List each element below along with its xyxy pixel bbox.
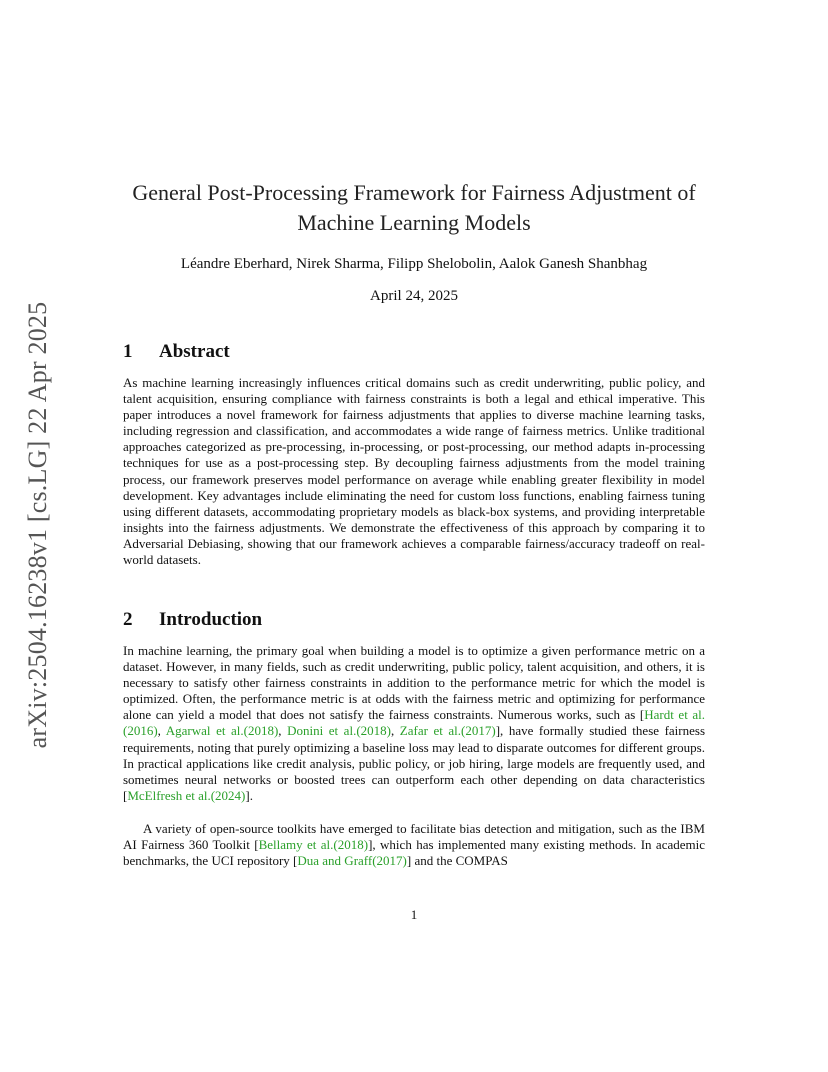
- citation-link[interactable]: Agarwal et al.(2018): [165, 723, 279, 739]
- paragraph-text: ], which has implemented many existing methods. In academic benchmarks, the UCI repository [: [123, 837, 705, 869]
- citation-separator: ,: [157, 723, 166, 739]
- section-title: Introduction: [159, 609, 263, 630]
- section-title: Abstract: [159, 341, 230, 362]
- introduction-paragraph-1: [123, 643, 705, 804]
- paragraph-text: In machine learning, the primary goal when building a model is to optimize a given performance metric on a dataset. However, in many fields, such as credit underwriting, public policy, talent acquisition, and others, it is necessary to satisfy other fairness constraints in addition to the performance metric for which the model is optimized. Often, the performance metric is at odds with the fairness metric and optimizing for performance alone can yield a model that does not satisfy the fairness constraints. Numerous works, such as [: [123, 643, 705, 723]
- paper-title: General Post-Processing Framework for Fairness Adjustment of Machine Learning Models: [132, 180, 696, 235]
- paper-authors: Léandre Eberhard, Nirek Sharma, Filipp Shelobolin, Aalok Ganesh Shanbhag: [180, 256, 648, 272]
- citation-link[interactable]: Dua and Graff(2017): [297, 853, 407, 869]
- citation-link[interactable]: Zafar et al.(2017): [399, 723, 496, 739]
- paragraph-text: ], have formally studied these fairness requirements, noting that purely optimizing a baseline loss may lead to disparate outcomes for different groups. In practical applications like credit analysis, public policy, or job hiring, large models are frequently used, and sometimes neural networks or boosted trees can outperform each other depending on data characteristics [: [123, 723, 705, 803]
- citation-link[interactable]: Donini et al.(2018): [287, 723, 391, 739]
- introduction-paragraph-2: [123, 821, 705, 869]
- page-number: 1: [410, 907, 418, 922]
- section-number: 1: [123, 341, 133, 362]
- arxiv-identifier: arXiv:2504.16238v1 [cs.LG] 22 Apr 2025: [23, 301, 52, 749]
- abstract-heading: [123, 340, 705, 364]
- paper-date: April 24, 2025: [370, 288, 458, 304]
- citation-link[interactable]: Bellamy et al.(2018): [258, 837, 369, 853]
- section-number: 2: [123, 609, 133, 630]
- introduction-heading: [123, 608, 705, 632]
- paragraph-text: ].: [245, 787, 253, 803]
- citation-separator: ,: [390, 723, 400, 739]
- paragraph-text: ] and the COMPAS: [406, 853, 508, 869]
- arxiv-sidebar: [16, 290, 60, 760]
- citation-separator: ,: [278, 723, 288, 739]
- citation-link[interactable]: Hardt et al.(2016): [123, 707, 705, 739]
- citation-link[interactable]: McElfresh et al.(2024): [127, 787, 246, 803]
- abstract-text: As machine learning increasingly influences critical domains such as credit underwriting, public policy, and talent acquisition, ensuring compliance with fairness constraints is both a legal and ethical imperative. This paper introduces a novel framework for fairness adjustments that applies to diverse machine learning tasks, including regression and classification, and accommodates a wide range of fairness metrics. Unlike traditional approaches categorized as pre-processing, in-processing, or post-processing, our method adapts in-processing techniques for use as a post-processing step. By decoupling fairness adjustments from the model training process, our framework preserves model performance on average while enabling greater flexibility in model development. Key advantages include eliminating the need for custom loss functions, enabling fairness tuning using different datasets, accommodating proprietary models as black-box systems, and providing interpretable insights into the fairness adjustments. We demonstrate the effectiveness of this approach by comparing it to Adversarial Debiasing, showing that our framework achieves a comparable fairness/accuracy tradeoff on real-world datasets.: [123, 375, 705, 568]
- paragraph-text: A variety of open-source toolkits have emerged to facilitate bias detection and mitigation, such as the IBM AI Fairness 360 Toolkit [: [123, 821, 705, 853]
